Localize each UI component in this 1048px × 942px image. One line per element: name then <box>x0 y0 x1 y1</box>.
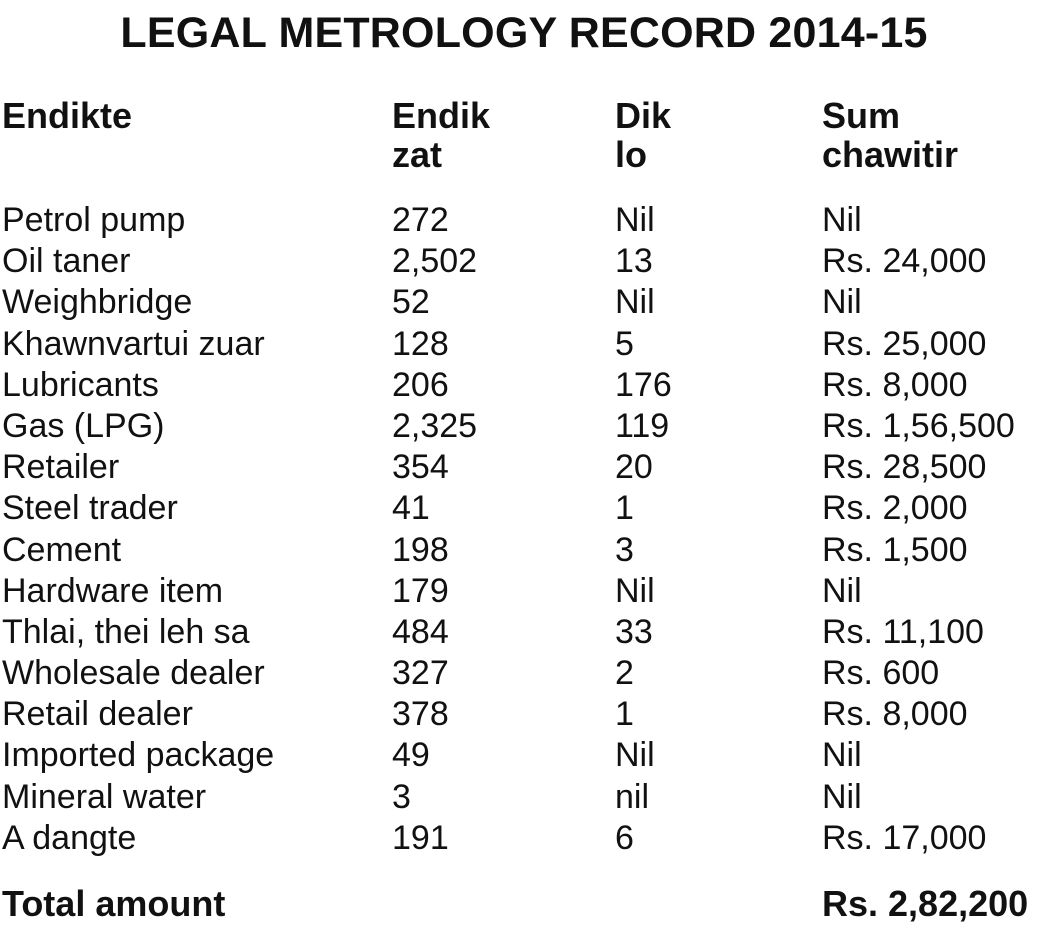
cell-dik-lo: 1 <box>615 695 634 734</box>
table-row <box>0 735 1048 776</box>
cell-sum-chawitir: Rs. 8,000 <box>822 695 968 734</box>
table-row <box>0 282 1048 323</box>
header-endikte <box>2 96 132 135</box>
record-table <box>0 200 1048 859</box>
table-row <box>0 530 1048 571</box>
cell-sum-chawitir: Rs. 1,56,500 <box>822 406 1015 445</box>
header-sum-chawitir <box>822 96 958 174</box>
cell-item: Khawnvartui zuar <box>2 324 265 363</box>
cell-item: Mineral water <box>2 777 207 816</box>
cell-endik-zat: 2,325 <box>392 406 478 445</box>
cell-dik-lo: 119 <box>615 406 670 445</box>
table-row <box>0 653 1048 694</box>
cell-item: Retail dealer <box>2 695 193 734</box>
cell-endik-zat: 191 <box>392 818 449 857</box>
cell-dik-lo: 6 <box>615 818 634 857</box>
table-row <box>0 200 1048 241</box>
table-row <box>0 241 1048 282</box>
header-dik-lo-line2: lo <box>615 134 647 175</box>
table-row <box>0 777 1048 818</box>
header-sum-chawitir-line1: Sum <box>822 95 901 136</box>
cell-endik-zat: 41 <box>392 489 430 528</box>
cell-item: Petrol pump <box>2 201 186 239</box>
cell-endik-zat: 179 <box>392 571 449 610</box>
cell-sum-chawitir: Nil <box>822 283 862 322</box>
cell-dik-lo: 5 <box>615 324 634 363</box>
cell-sum-chawitir: Rs. 2,000 <box>822 489 968 528</box>
cell-endik-zat: 484 <box>392 612 449 651</box>
cell-item: Gas (LPG) <box>2 406 165 445</box>
cell-sum-chawitir: Rs. 24,000 <box>822 242 987 281</box>
total-label: Total amount <box>2 883 226 924</box>
table-row <box>0 324 1048 365</box>
cell-dik-lo: Nil <box>615 283 655 322</box>
cell-endik-zat: 206 <box>392 365 449 404</box>
cell-item: Cement <box>2 530 122 569</box>
cell-dik-lo: 176 <box>615 365 672 404</box>
table-row <box>0 694 1048 735</box>
header-dik-lo <box>615 96 671 174</box>
cell-item: Hardware item <box>2 571 224 610</box>
table-row <box>0 571 1048 612</box>
cell-sum-chawitir: Rs. 600 <box>822 654 940 693</box>
cell-sum-chawitir: Rs. 8,000 <box>822 365 968 404</box>
table-row <box>0 406 1048 447</box>
cell-endik-zat: 49 <box>392 736 430 775</box>
cell-sum-chawitir: Nil <box>822 201 862 239</box>
header-endik-zat <box>392 96 490 174</box>
table-row <box>0 488 1048 529</box>
cell-item: Retailer <box>2 448 120 487</box>
header-endikte-label: Endikte <box>2 95 133 136</box>
cell-item: Weighbridge <box>2 283 193 322</box>
cell-item: A dangte <box>2 818 137 857</box>
cell-endik-zat: 272 <box>392 201 449 239</box>
header-endik-zat-line1: Endik <box>392 95 491 136</box>
header-dik-lo-line1: Dik <box>615 95 672 136</box>
header-sum-chawitir-line2: chawitir <box>822 134 959 175</box>
cell-dik-lo: 3 <box>615 530 634 569</box>
cell-endik-zat: 354 <box>392 448 449 487</box>
table-row <box>0 818 1048 859</box>
table-row <box>0 447 1048 488</box>
cell-dik-lo: nil <box>615 777 650 816</box>
cell-sum-chawitir: Nil <box>822 777 862 816</box>
cell-endik-zat: 3 <box>392 777 411 816</box>
cell-endik-zat: 52 <box>392 283 430 322</box>
cell-item: Thlai, thei leh sa <box>2 612 250 651</box>
cell-endik-zat: 378 <box>392 695 449 734</box>
cell-sum-chawitir: Nil <box>822 736 862 775</box>
table-row <box>0 612 1048 653</box>
cell-endik-zat: 198 <box>392 530 449 569</box>
cell-sum-chawitir: Nil <box>822 571 862 610</box>
cell-dik-lo: 33 <box>615 612 653 651</box>
total-value: Rs. 2,82,200 <box>822 883 1029 924</box>
table-row <box>0 365 1048 406</box>
cell-item: Oil taner <box>2 242 131 281</box>
cell-dik-lo: 1 <box>615 489 634 528</box>
cell-sum-chawitir: Rs. 17,000 <box>822 818 987 857</box>
cell-sum-chawitir: Rs. 28,500 <box>822 448 987 487</box>
cell-dik-lo: 2 <box>615 654 634 693</box>
cell-sum-chawitir: Rs. 25,000 <box>822 324 987 363</box>
cell-dik-lo: Nil <box>615 571 655 610</box>
cell-endik-zat: 327 <box>392 654 449 693</box>
cell-dik-lo: Nil <box>615 736 655 775</box>
cell-item: Lubricants <box>2 365 159 404</box>
cell-sum-chawitir: Rs. 1,500 <box>822 530 968 569</box>
cell-item: Wholesale dealer <box>2 654 265 693</box>
cell-dik-lo: 13 <box>615 242 653 281</box>
cell-item: Imported package <box>2 736 275 775</box>
cell-endik-zat: 128 <box>392 324 449 363</box>
page-title: LEGAL METROLOGY RECORD 2014-15 <box>120 9 928 57</box>
cell-dik-lo: 20 <box>615 448 653 487</box>
cell-dik-lo: Nil <box>615 201 655 239</box>
cell-item: Steel trader <box>2 489 178 528</box>
cell-endik-zat: 2,502 <box>392 242 478 281</box>
cell-sum-chawitir: Rs. 11,100 <box>822 612 984 651</box>
header-endik-zat-line2: zat <box>392 134 443 175</box>
